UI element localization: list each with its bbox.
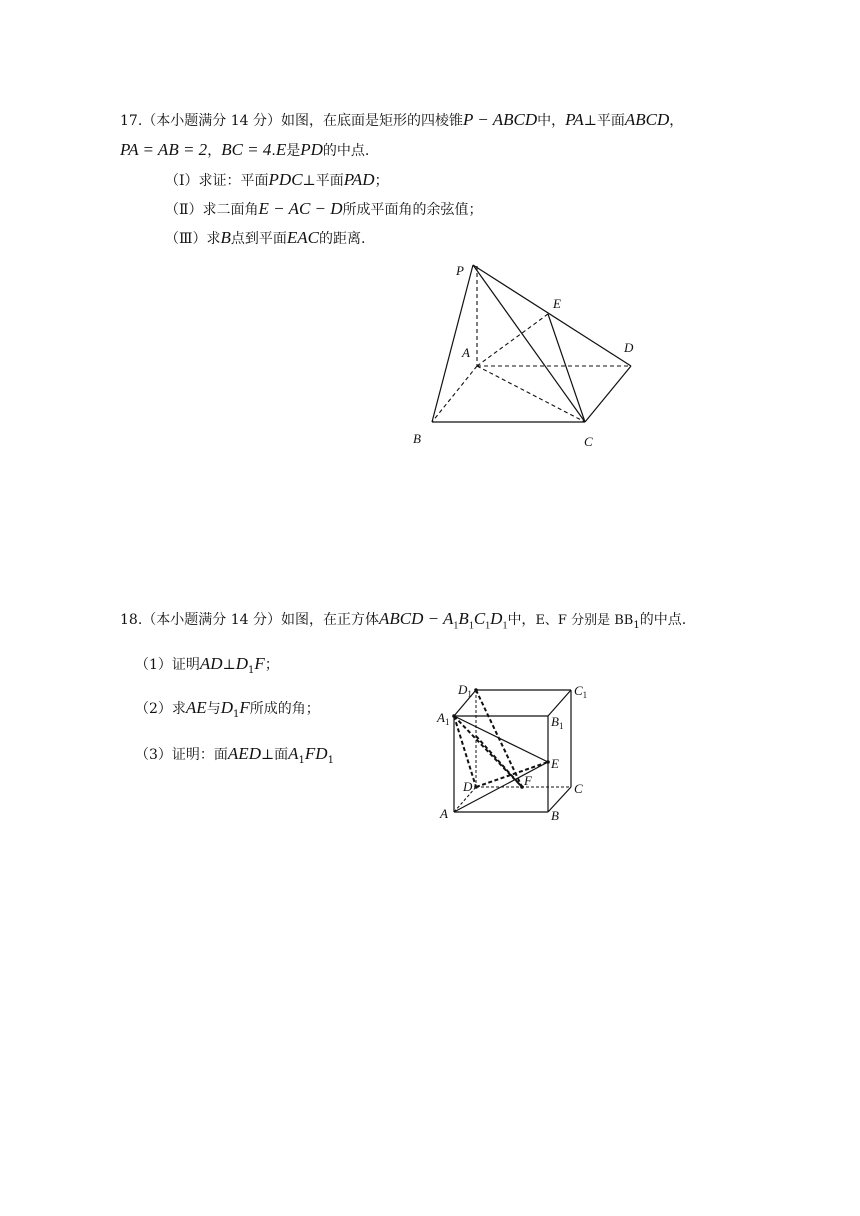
q18-part1-math: D xyxy=(235,654,249,673)
q17-text: 如图，在底面是矩形的四棱锥 xyxy=(280,113,463,129)
q18-part3-label: （3） xyxy=(135,747,172,763)
q17-text: . xyxy=(271,143,276,159)
q18-part3-math: FD xyxy=(304,744,328,763)
q17-part1-label: （Ⅰ） xyxy=(165,173,199,189)
label-A1: $A_1$ xyxy=(437,710,450,727)
q18-part2-math: F xyxy=(239,698,250,717)
q17-text: ， xyxy=(669,113,684,129)
perp-symbol: ⊥ xyxy=(302,173,316,189)
label-C: C xyxy=(574,781,583,796)
q17-part1-math: PAD xyxy=(343,170,375,189)
q17-math-pa-ab: PA = AB = 2 xyxy=(120,140,208,159)
q17-part3-text: 点到平面 xyxy=(230,231,287,247)
label-P: P xyxy=(456,263,464,278)
q17-text: 平面 xyxy=(596,113,625,129)
q17-part1-text: 求证：平面 xyxy=(198,173,269,189)
q18-text: 中， xyxy=(507,612,536,628)
label-E: E xyxy=(553,296,561,311)
label-F: F xyxy=(524,773,532,788)
label-C: C xyxy=(584,434,593,449)
q18-sub: 1 xyxy=(248,664,255,676)
q18-part3-text: 面 xyxy=(274,747,289,763)
perp-symbol: ⊥ xyxy=(222,657,236,673)
q18-part1-label: （1） xyxy=(135,657,172,673)
q17-part2-label: （Ⅱ） xyxy=(165,202,203,218)
q17-part3-label: （Ⅲ） xyxy=(165,231,207,247)
q18-part1-text: ； xyxy=(264,657,279,673)
q17-text: 是 xyxy=(286,143,301,159)
q18-part3-math: AED xyxy=(227,744,261,763)
label-D: D xyxy=(624,340,634,355)
q18-part2-math: D xyxy=(220,698,233,717)
q17-part2-text: 所成平面角的余弦值； xyxy=(342,202,483,218)
q18-part3-math: A xyxy=(288,744,299,763)
label-B1: $B_1$ xyxy=(551,714,564,731)
q17-math-abcd: ABCD xyxy=(624,110,670,129)
q17-score: （本小题满分 14 分） xyxy=(142,113,281,129)
q17-math-bc: BC = 4 xyxy=(221,140,272,159)
q17-text: 中， xyxy=(537,113,566,129)
q17-math-pa: PA xyxy=(565,110,584,129)
q17-number: 17. xyxy=(120,113,143,129)
q18-part2-text: 所成的角； xyxy=(249,701,320,717)
q18-sub: 1 xyxy=(298,754,305,766)
q18-sub: 1 xyxy=(232,708,240,720)
label-D1: $D_1$ xyxy=(458,682,472,699)
q18-text: 的中点. xyxy=(639,612,687,628)
q17-math-pd: PD xyxy=(300,140,323,159)
q17-part3-text: 的距离. xyxy=(319,231,366,247)
q18-part1-text: 证明 xyxy=(171,657,200,673)
q18-part2-text: 与 xyxy=(206,701,221,717)
q17-text: 的中点. xyxy=(322,143,370,159)
q17-math-e: E xyxy=(275,140,287,159)
q17-part1-math: PDC xyxy=(268,170,303,189)
q18-part3-text: 证明：面 xyxy=(171,747,228,763)
q18-score: （本小题满分 14 分） xyxy=(142,612,281,628)
q18-sub: 1 xyxy=(327,754,334,766)
perp-symbol: ⊥ xyxy=(583,113,597,129)
q18-part2-math: AE xyxy=(185,698,207,717)
q18-part2-text: 求 xyxy=(171,701,186,717)
label-A: A xyxy=(462,345,470,360)
q18-text: E、F 分别是 BB xyxy=(535,613,634,628)
q17-part2-text: 求二面角 xyxy=(202,202,259,218)
q18-number: 18. xyxy=(120,612,143,628)
q17-part3-math: B xyxy=(220,228,231,247)
q17-part3-math: EAC xyxy=(286,228,320,247)
q18-part1-math: AD xyxy=(199,654,223,673)
label-C1: $C_1$ xyxy=(574,683,588,700)
q18-math-cube: ABCD − $A_1B_1C_1D_1$ xyxy=(378,609,508,632)
q17-part3-text: 求 xyxy=(206,231,221,247)
q17-part2-math: E − AC − D xyxy=(258,199,343,218)
q17-part1-text: 平面 xyxy=(315,173,344,189)
label-B: B xyxy=(551,808,559,823)
q18-part1-math: F xyxy=(254,654,265,673)
q18-sub: 1 xyxy=(633,619,640,631)
q17-math-pabcd: P − ABCD xyxy=(462,110,538,129)
label-B: B xyxy=(413,431,421,446)
label-A: A xyxy=(440,806,448,821)
q17-text: ， xyxy=(207,143,222,159)
q18-text: 如图，在正方体 xyxy=(280,612,379,628)
perp-symbol: ⊥ xyxy=(260,747,275,763)
q18-part2-label: （2） xyxy=(135,701,172,717)
label-E: E xyxy=(551,756,559,771)
label-D: D xyxy=(463,779,473,794)
q17-part1-text: ； xyxy=(374,173,389,189)
